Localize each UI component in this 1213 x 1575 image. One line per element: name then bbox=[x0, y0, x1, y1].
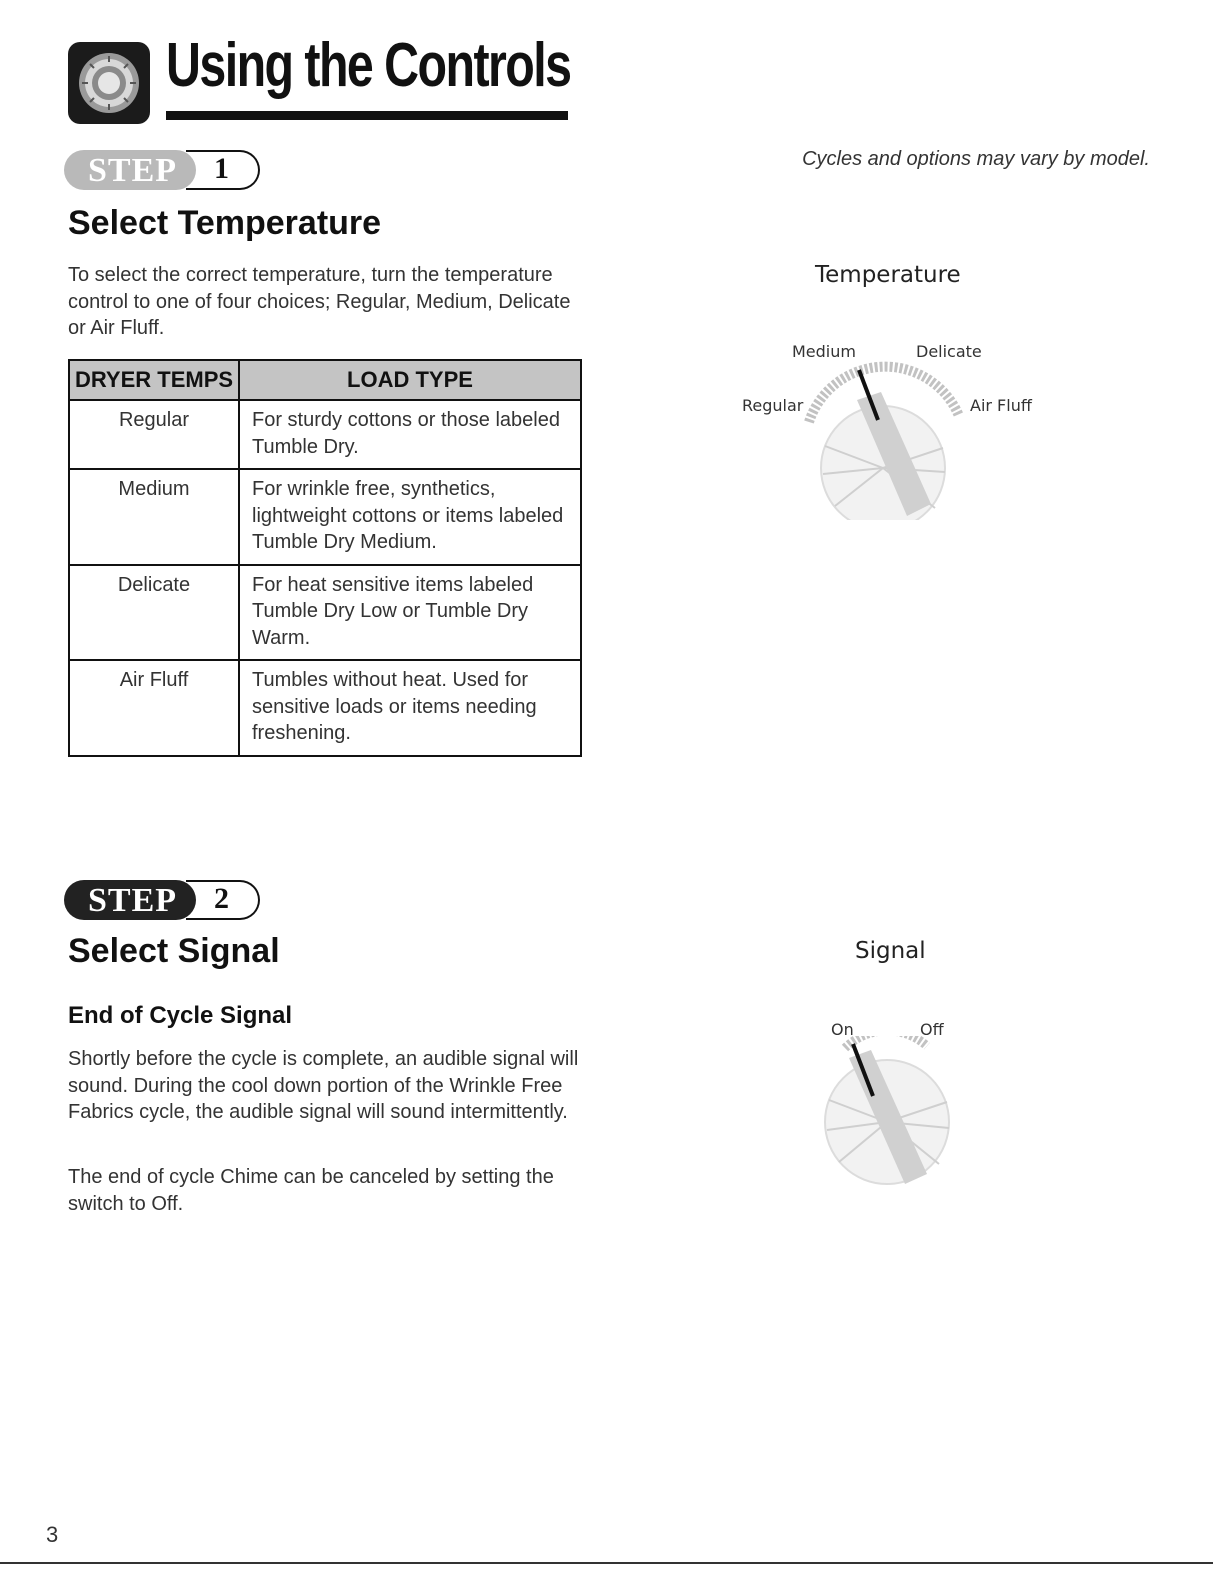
dial-label-delicate: Delicate bbox=[916, 342, 982, 361]
step-number: 2 bbox=[214, 882, 229, 915]
dial-label-air-fluff: Air Fluff bbox=[970, 396, 1032, 415]
table-row bbox=[69, 469, 581, 565]
table-row bbox=[69, 660, 581, 756]
dial-label-medium: Medium bbox=[792, 342, 856, 361]
model-note: Cycles and options may vary by model. bbox=[802, 148, 1150, 170]
signal-paragraph-2: The end of cycle Chime can be canceled by setting the switch to Off. bbox=[68, 1166, 554, 1215]
load-cell: For wrinkle free, synthetics, lightweight cottons or items labeled Tumble Dry Medium. bbox=[239, 469, 581, 565]
step-word: STEP bbox=[88, 152, 178, 189]
page-title: Using the Controls bbox=[166, 31, 571, 100]
signal-dial-title: Signal bbox=[855, 938, 926, 964]
table-row bbox=[69, 565, 581, 661]
temp-cell: Medium bbox=[69, 469, 239, 565]
section-heading-signal: Select Signal bbox=[68, 932, 280, 970]
table-header-row bbox=[69, 360, 581, 400]
load-cell: For sturdy cottons or those labeled Tumble Dry. bbox=[239, 400, 581, 469]
table-row bbox=[69, 400, 581, 469]
bottom-rule bbox=[0, 1562, 1213, 1564]
temperature-knob[interactable] bbox=[795, 360, 975, 520]
section-heading-temperature: Select Temperature bbox=[68, 204, 382, 242]
temperature-intro: To select the correct temperature, turn the temperature control to one of four choices; Regular, Medium, Delicate or Air Fluff. bbox=[68, 264, 571, 339]
subheading-end-of-cycle: End of Cycle Signal bbox=[68, 1002, 293, 1029]
dial-label-regular: Regular bbox=[742, 396, 804, 415]
control-dial-icon bbox=[68, 42, 150, 124]
column-header-dryer-temps: DRYER TEMPS bbox=[69, 360, 239, 400]
step-number: 1 bbox=[214, 152, 229, 185]
step-word: STEP bbox=[88, 882, 178, 919]
dryer-temps-table bbox=[68, 359, 582, 757]
dial-label-on: On bbox=[831, 1020, 854, 1039]
temp-cell: Delicate bbox=[69, 565, 239, 661]
temperature-dial-title: Temperature bbox=[815, 262, 961, 288]
title-underline bbox=[166, 111, 568, 120]
temp-cell: Regular bbox=[69, 400, 239, 469]
page-number: 3 bbox=[46, 1522, 59, 1547]
signal-knob[interactable] bbox=[815, 1036, 955, 1196]
load-cell: For heat sensitive items labeled Tumble Dry Low or Tumble Dry Warm. bbox=[239, 565, 581, 661]
dial-label-off: Off bbox=[920, 1020, 944, 1039]
signal-paragraph-1: Shortly before the cycle is complete, an audible signal will sound. During the cool down portion of the Wrinkle Free Fabrics cycle, the audible signal will sound intermittently. bbox=[68, 1048, 579, 1123]
load-cell: Tumbles without heat. Used for sensitive loads or items needing freshening. bbox=[239, 660, 581, 756]
temp-cell: Air Fluff bbox=[69, 660, 239, 756]
column-header-load-type: LOAD TYPE bbox=[239, 360, 581, 400]
